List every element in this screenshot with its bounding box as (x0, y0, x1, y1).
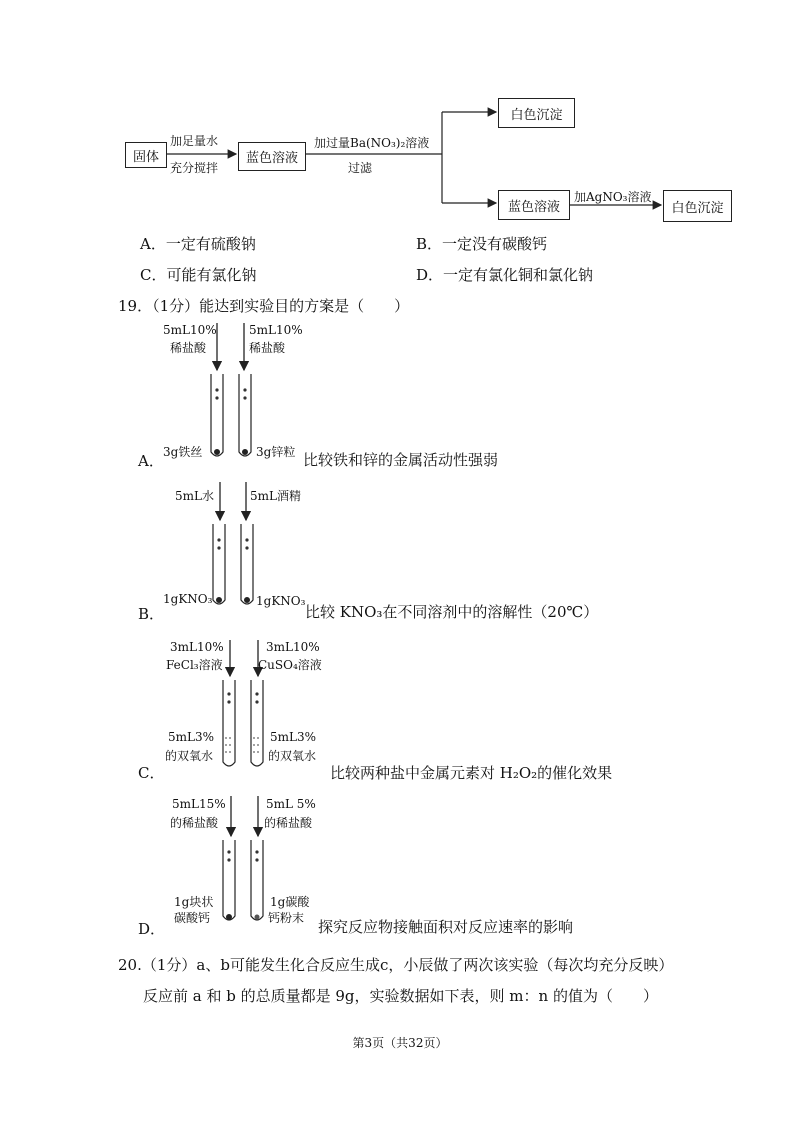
option-a-apparatus (211, 323, 251, 456)
d-right-reagent-1: 5mL 5% (266, 797, 316, 811)
q19-option-c-letter: C． (138, 764, 165, 782)
a-right-reagent-2: 稀盐酸 (249, 341, 286, 355)
a-right-reagent-1: 5mL10% (249, 323, 303, 337)
q20-line-1: 20.（1分）a、b可能发生化合反应生成c，小辰做了两次该实验（每次均充分反映） (118, 956, 674, 974)
b-left-solid: 1gKNO₃ (163, 592, 213, 606)
white-precipitate-box-1: 白色沉淀 (498, 98, 575, 128)
d-right-reagent-2: 的稀盐酸 (264, 816, 313, 830)
c-left-reagent-1: 3mL10% (170, 640, 224, 654)
step2-top-label: 加过量Ba(NO₃)₂溶液 (314, 136, 430, 150)
c-right-reagent-1: 3mL10% (266, 640, 320, 654)
d-description: 探究反应物接触面积对反应速率的影响 (318, 918, 574, 936)
option-c-apparatus (223, 640, 263, 766)
d-left-solid-2: 碳酸钙 (174, 911, 211, 925)
step1-top-label: 加足量水 (170, 134, 219, 148)
q19-stem: 19．（1分）能达到实验目的方案是（ ） (118, 297, 410, 315)
c-right-reagent-2: CuSO₄溶液 (258, 658, 322, 672)
b-left-reagent: 5mL水 (175, 489, 214, 503)
b-description: 比较 KNO₃在不同溶剂中的溶解性（20℃） (305, 603, 599, 621)
page-footer: 第3页（共32页） (352, 1036, 448, 1050)
c-left-liquid-2: 的双氧水 (165, 749, 214, 763)
q19-option-b-letter: B． (138, 605, 165, 623)
q20-line-2: 反应前 a 和 b 的总质量都是 9g，实验数据如下表，则 m：n 的值为（ ） (143, 987, 658, 1005)
a-description: 比较铁和锌的金属活动性强弱 (303, 451, 499, 469)
option-d-apparatus (223, 796, 263, 920)
a-left-reagent-1: 5mL10% (163, 323, 217, 337)
q18-option-a: A．一定有硫酸钠 (140, 235, 256, 253)
q18-option-b: B．一定没有碳酸钙 (416, 235, 548, 253)
d-right-solid-1: 1g碳酸 (270, 895, 310, 909)
solid-box: 固体 (125, 142, 167, 168)
c-left-reagent-2: FeCl₃溶液 (166, 658, 223, 672)
d-left-reagent-1: 5mL15% (172, 797, 226, 811)
q18-option-c: C．可能有氯化钠 (140, 266, 257, 284)
a-right-solid: 3g锌粒 (256, 445, 296, 459)
blue-solution-box-1: 蓝色溶液 (238, 142, 306, 171)
c-description: 比较两种盐中金属元素对 H₂O₂的催化效果 (330, 764, 613, 782)
option-b-apparatus (213, 482, 253, 604)
b-right-solid: 1gKNO₃ (256, 594, 306, 608)
d-right-solid-2: 钙粉末 (268, 911, 305, 925)
d-left-reagent-2: 的稀盐酸 (170, 816, 219, 830)
q18-option-d: D．一定有氯化铜和氯化钠 (416, 266, 594, 284)
step1-bottom-label: 充分搅拌 (170, 161, 219, 175)
c-right-liquid-2: 的双氧水 (268, 749, 317, 763)
c-right-liquid-1: 5mL3% (270, 730, 317, 744)
blue-solution-box-2: 蓝色溶液 (498, 190, 570, 220)
q19-option-a-letter: A． (138, 452, 164, 470)
a-left-solid: 3g铁丝 (163, 445, 203, 459)
a-left-reagent-2: 稀盐酸 (170, 341, 207, 355)
step2-bottom-label: 过滤 (348, 161, 373, 175)
d-left-solid-1: 1g块状 (174, 895, 214, 909)
step3-label: 加AgNO₃溶液 (574, 190, 652, 204)
c-left-liquid-1: 5mL3% (168, 730, 215, 744)
b-right-reagent: 5mL酒精 (250, 489, 301, 503)
white-precipitate-box-2: 白色沉淀 (663, 190, 732, 222)
q19-option-d-letter: D． (138, 920, 166, 938)
